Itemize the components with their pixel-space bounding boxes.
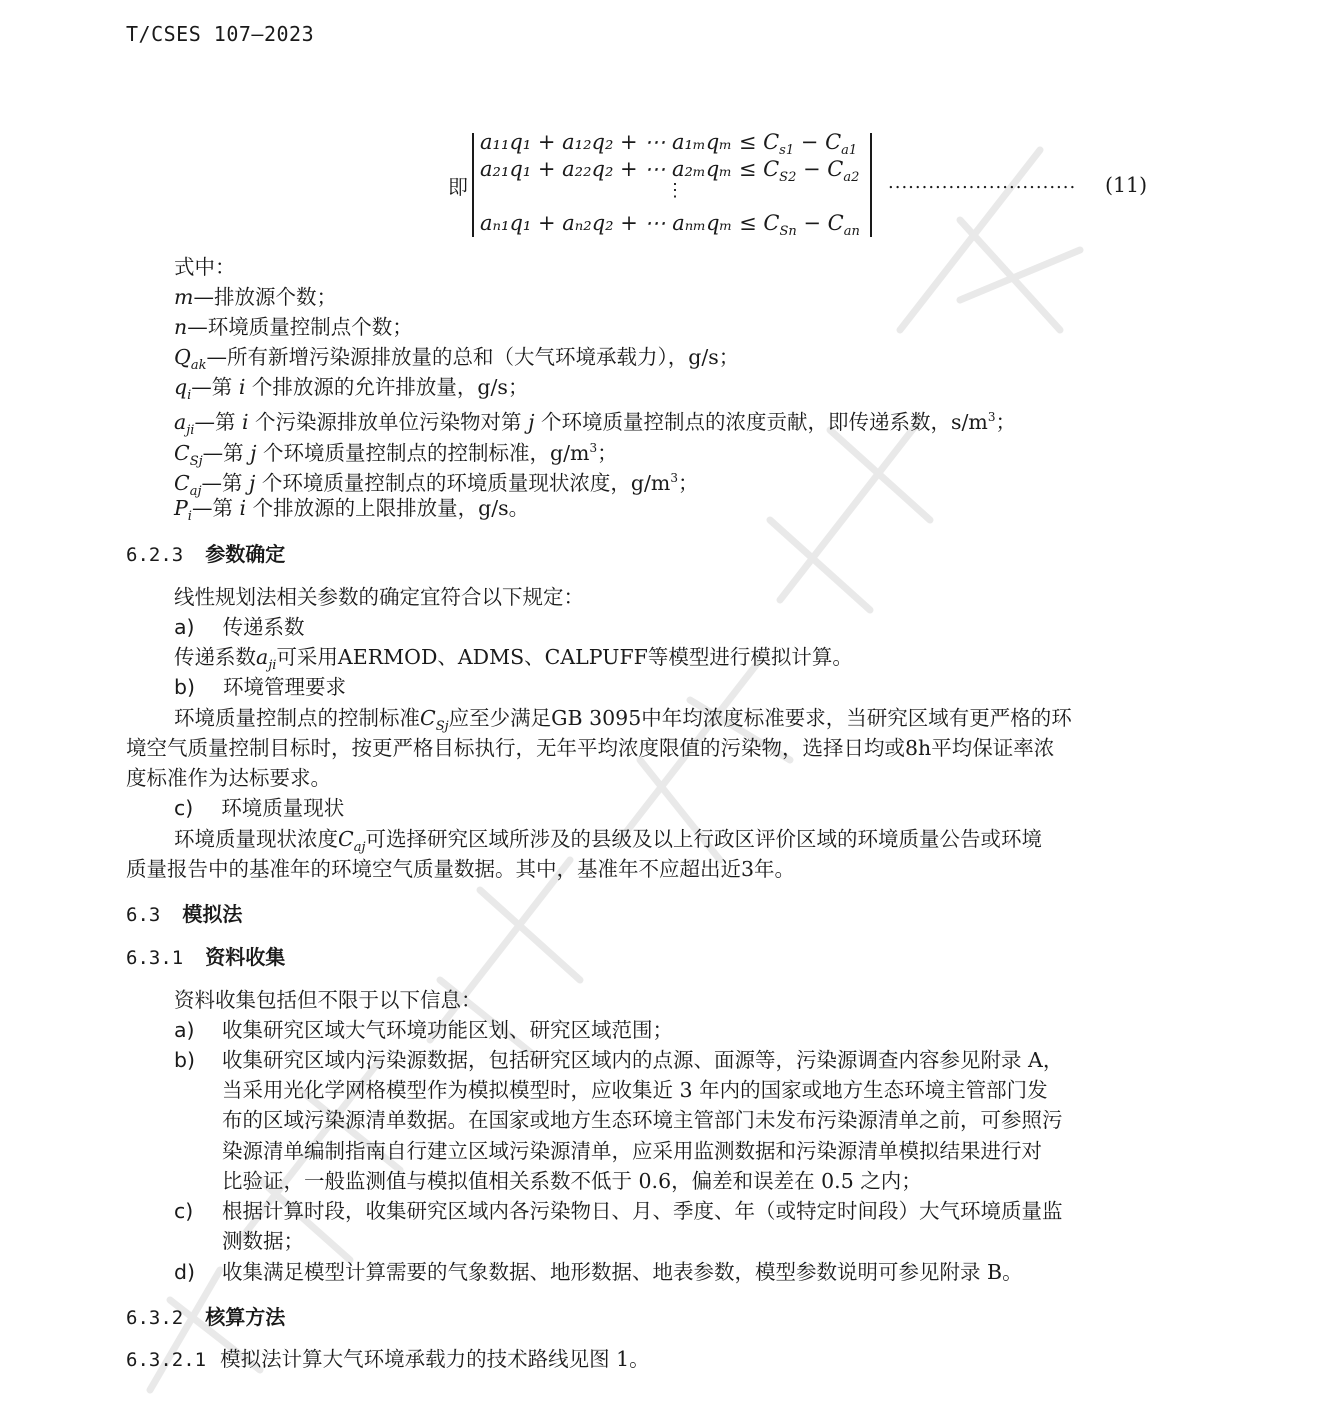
equation-vdots: ⋮: [666, 180, 684, 201]
s631-item-d-label: d): [174, 1260, 196, 1284]
s623-intro: 线性规划法相关参数的确定宜符合以下规定：: [174, 585, 584, 609]
equation-leader: ............................: [888, 172, 1077, 193]
equation-row-2: a₂₁q₁ + a₂₂q₂ + ⋯ $a_{2m}q_m \le C_{S2} - C_{a2}$: [480, 157, 860, 185]
def-m: m—排放源个数；: [174, 285, 337, 309]
s623-item-b-line-3: 度标准作为达标要求。: [126, 766, 331, 790]
section-6-3-2-heading: 6.3.2 核算方法: [126, 1305, 286, 1329]
section-6-3-1-heading: 6.3.1 资料收集: [126, 945, 286, 969]
def-n: n—环境质量控制点个数；: [174, 315, 413, 339]
def-qak: $Q_{ak}—$所有新增污染源排放量的总和（大气环境承载力），g/s；: [174, 345, 740, 373]
s623-item-b: b) 环境管理要求: [174, 675, 347, 699]
clause-6-3-2-1: 6.3.2.1 模拟法计算大气环境承载力的技术路线见图 1。: [126, 1347, 650, 1371]
def-caj: $C_{aj}—$第 j 个环境质量控制点的环境质量现状浓度，$g/m^3$；: [174, 471, 699, 499]
def-pi: $P_i—$第 i 个排放源的上限排放量，g/s。: [174, 496, 530, 524]
section-6-3-heading: 6.3 模拟法: [126, 902, 243, 926]
equation-number: (11): [1105, 173, 1148, 197]
standard-code: T/CSES 107—2023: [126, 22, 315, 46]
s623-item-a-text: 传递系数$a_{ji}$可采用AERMOD、ADMS、CALPUFF等模型进行模拟计算。: [174, 645, 853, 673]
equation-left-bar: [472, 133, 474, 237]
s631-item-b-line-2: 当采用光化学网格模型作为模拟模型时，应收集近 3 年内的国家或地方生态环境主管部门发: [222, 1078, 1048, 1102]
section-6-2-3-heading: 6.2.3 参数确定: [126, 542, 286, 566]
s631-item-c-label: c): [174, 1199, 194, 1223]
s631-item-b-label: b): [174, 1048, 196, 1072]
s623-item-b-line-2: 境空气质量控制目标时，按更严格目标执行，无年平均浓度限值的污染物，选择日均或8h平均保证率浓: [126, 736, 1055, 760]
def-aji: $a_{ji}—$第 i 个污染源排放单位污染物对第 j 个环境质量控制点的浓度贡献，即传递系数，$s/m^3$；: [174, 410, 1016, 438]
equation-prefix: 即: [448, 175, 468, 199]
def-qi: $q_i—$第 i 个排放源的允许排放量，g/s；: [174, 375, 529, 403]
s631-item-d-text: 收集满足模型计算需要的气象数据、地形数据、地表参数，模型参数说明可参见附录 B。: [222, 1260, 1023, 1284]
s631-item-b-line-1: 收集研究区域内污染源数据，包括研究区域内的点源、面源等，污染源调查内容参见附录 A，: [222, 1048, 1064, 1072]
s631-intro: 资料收集包括但不限于以下信息：: [174, 988, 482, 1012]
equation-row-1: a₁₁q₁ + a₁₂q₂ + ⋯ $a_{1m}q_m \le C_{s1} - C_{a1}$: [480, 130, 858, 158]
definitions-intro: 式中：: [174, 255, 236, 279]
s631-item-b-line-5: 比验证，一般监测值与模拟值相关系数不低于 0.6，偏差和误差在 0.5 之内；: [222, 1169, 922, 1193]
s631-item-c-line-1: 根据计算时段，收集研究区域内各污染物日、月、季度、年（或特定时间段）大气环境质量监: [222, 1199, 1063, 1223]
equation-row-n: aₙ₁q₁ + aₙ₂q₂ + ⋯ $a_{nm}q_m \le C_{Sn} - C_{an}$: [480, 211, 860, 239]
s631-item-b-line-4: 染源清单编制指南自行建立区域污染源清单，应采用监测数据和污染源清单模拟结果进行对: [222, 1139, 1042, 1163]
s623-item-b-line-1: 环境质量控制点的控制标准$C_{Sj}$应至少满足GB 3095中年均浓度标准要求，当研究区域有更严格的环: [174, 706, 1072, 734]
s623-item-c-line-1: 环境质量现状浓度$C_{aj}$可选择研究区域所涉及的县级及以上行政区评价区域的环境质量公告或环境: [174, 827, 1042, 855]
s623-item-a: a) 传递系数: [174, 615, 305, 639]
s631-item-c-line-2: 测数据；: [222, 1229, 304, 1253]
s631-item-a-text: 收集研究区域大气环境功能区划、研究区域范围；: [222, 1018, 673, 1042]
def-csj: $C_{Sj}—$第 j 个环境质量控制点的控制标准，$g/m^3$；: [174, 441, 618, 469]
s623-item-c: c) 环境质量现状: [174, 796, 345, 820]
s623-item-c-line-2: 质量报告中的基准年的环境空气质量数据。其中，基准年不应超出近3年。: [126, 857, 796, 881]
s631-item-a-label: a): [174, 1018, 195, 1042]
equation-right-bar: [870, 133, 872, 237]
s631-item-b-line-3: 布的区域污染源清单数据。在国家或地方生态环境主管部门未发布污染源清单之前，可参照污: [222, 1108, 1063, 1132]
